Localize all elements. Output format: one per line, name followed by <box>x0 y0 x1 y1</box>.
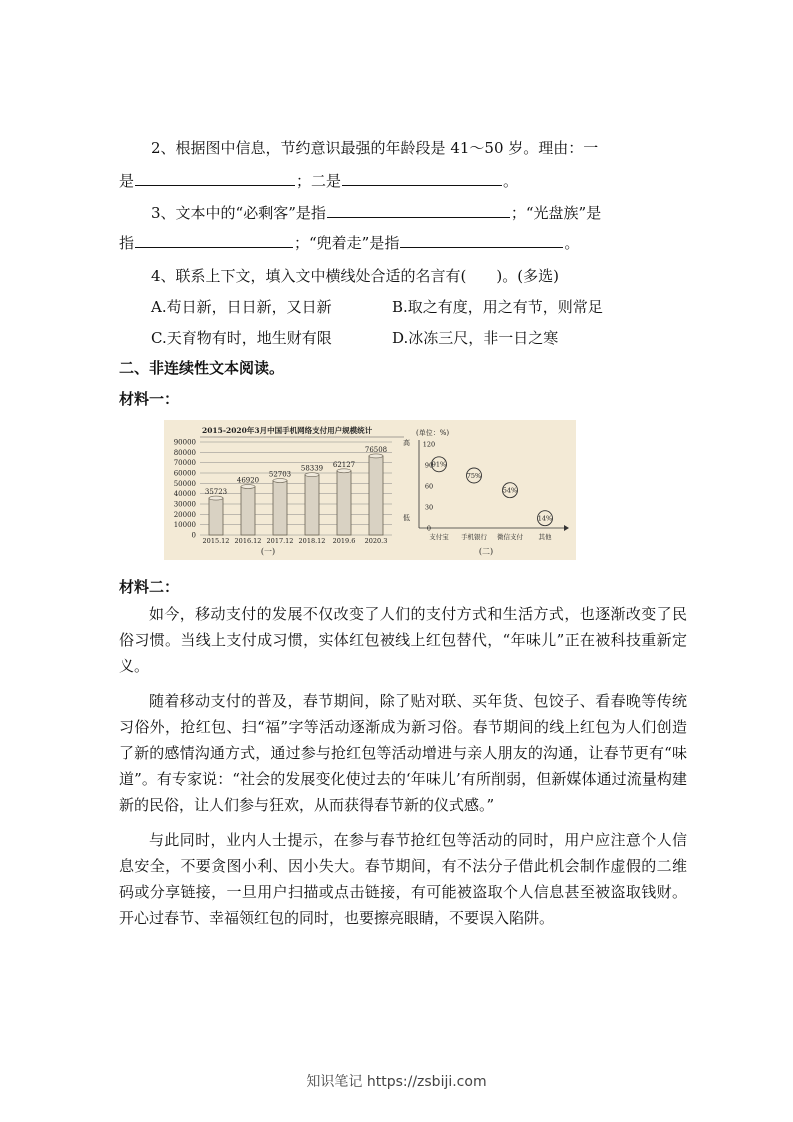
q3-blank-3[interactable] <box>400 233 563 248</box>
q4-option-b[interactable]: B.取之有度，用之有节，则常足 <box>392 298 603 316</box>
charts-svg <box>164 420 576 560</box>
bar-value-label: 76508 <box>364 445 388 454</box>
paragraph-1: 如今，移动支付的发展不仅改变了人们的支付方式和生活方式，也逐渐改变了民俗习惯。当线上支付成习惯，实体红包被线上红包替代，“年味儿”正在被科技重新定义。 <box>119 605 687 675</box>
q3-label-c: 指 <box>119 234 135 252</box>
paragraph-2: 随着移动支付的普及，春节期间，除了贴对联、买年货、包饺子、看春晚等传统习俗外，抢红包、扫“福”字等活动逐渐成为新习俗。春节期间的线上红包为人们创造了新的感情沟通方式，通过参与抢红包等活动增进与亲人朋友的沟通，让春节更有“味道”。有专家说：“社会的发展变化使过去的‘年味儿’有所削弱，但新媒体通过流量构建新的民俗，让人们参与狂欢，从而获得春节新的仪式感。” <box>119 692 687 814</box>
q2-text: 2、根据图中信息，节约意识最强的年龄段是 41～50 岁。理由：一 <box>151 139 599 157</box>
q3-blank-2[interactable] <box>135 233 293 248</box>
q3-line1 <box>151 203 601 223</box>
scatter-ytop: 高 <box>403 439 410 447</box>
scatter-y-tick-label: 0 <box>426 524 432 533</box>
q3-line2 <box>119 233 579 253</box>
section-title: 二、非连续性文本阅读。 <box>119 359 285 377</box>
bar-y-tick-label: 70000 <box>173 459 196 468</box>
material-one-label: 材料一： <box>119 390 180 408</box>
q3-label-e: 。 <box>564 234 580 252</box>
bar-y-tick-label: 20000 <box>173 510 196 519</box>
scatter-x-tick-label: 支付宝 <box>429 533 449 541</box>
bar <box>337 471 351 535</box>
q4-option-d[interactable]: D.冰冻三尺，非一日之寒 <box>392 329 559 347</box>
q2-label-c: 。 <box>503 172 519 190</box>
scatter-caption: (二) <box>478 547 494 556</box>
q2-line2 <box>119 171 518 191</box>
q2-blank-2[interactable] <box>342 171 502 186</box>
bar <box>305 475 319 535</box>
bar-value-label: 46920 <box>236 476 260 485</box>
bar-y-tick-label: 60000 <box>173 469 196 478</box>
bar-y-tick-label: 40000 <box>173 490 196 499</box>
bar-value-label: 52703 <box>268 470 292 479</box>
bar-value-label: 62127 <box>332 460 356 469</box>
bar-chart-title: 2015-2020年3月中国手机网络支付用户规模统计 <box>202 426 373 435</box>
q3-blank-1[interactable] <box>327 203 510 218</box>
bar-x-tick-label: 2015.12 <box>202 537 230 545</box>
bar-y-tick-label: 80000 <box>173 448 196 457</box>
chart-panel <box>164 420 576 560</box>
bar-chart-caption: (一) <box>260 547 276 556</box>
q3-label-a: 3、文本中的“必剩客”是指 <box>151 204 326 222</box>
scatter-point-label: 14% <box>537 514 553 523</box>
paragraph-3: 与此同时，业内人士提示，在参与春节抢红包等活动的同时，用户应注意个人信息安全，不要贪图小利、因小失大。春节期间，有不法分子借此机会制作虚假的二维码或分享链接，一旦用户扫描或点击链接，有可能被盗取个人信息甚至被盗取钱财。开心过春节、幸福领红包的同时，也要擦亮眼睛，不要误入陷阱。 <box>119 831 687 927</box>
bar-top <box>241 485 255 489</box>
scatter-y-tick-label: 30 <box>424 503 434 512</box>
scatter-x-tick-label: 其他 <box>538 533 552 541</box>
bar <box>209 498 223 535</box>
q2-blank-1[interactable] <box>135 171 295 186</box>
q4-text: 4、联系上下文，填入文中横线处合适的名言有( )。(多选) <box>151 267 559 285</box>
scatter-y-tick-label: 120 <box>422 440 436 449</box>
material-two-body <box>119 601 687 931</box>
bar-top <box>369 454 383 458</box>
q2-label-b: ；二是 <box>296 172 342 190</box>
bar-y-tick-label: 0 <box>191 531 196 540</box>
bar-x-tick-label: 2018.12 <box>298 537 326 545</box>
bar-x-tick-label: 2016.12 <box>234 537 262 545</box>
q2-line1 <box>151 138 598 158</box>
scatter-point-label: 91% <box>431 460 447 469</box>
bar-y-tick-label: 10000 <box>173 521 196 530</box>
q3-label-d: ；“兜着走”是指 <box>294 234 400 252</box>
bar-top <box>273 479 287 483</box>
scatter-ybottom: 低 <box>403 514 410 522</box>
scatter-point-label: 75% <box>466 471 482 480</box>
bar-top <box>209 496 223 500</box>
scatter-y-tick-label: 60 <box>424 482 434 491</box>
scatter-x-tick-label: 手机银行 <box>461 533 487 541</box>
bar-y-tick-label: 50000 <box>173 479 196 488</box>
q2-label-a: 是 <box>119 172 135 190</box>
bar-value-label: 35723 <box>204 488 228 497</box>
bar-y-tick-label: 30000 <box>173 500 196 509</box>
q4-line <box>151 266 559 286</box>
q4-option-a[interactable]: A.苟日新，日日新，又日新 <box>151 298 332 316</box>
q4-option-c[interactable]: C.天育物有时，地生财有限 <box>151 329 332 347</box>
bar-top <box>305 473 319 477</box>
material-two-label: 材料二： <box>119 578 180 596</box>
footer-watermark: 知识笔记 https://zsbiji.com <box>306 1074 487 1090</box>
bar <box>369 456 383 535</box>
q3-label-b: ；“光盘族”是 <box>510 204 602 222</box>
bar-x-tick-label: 2019.6 <box>332 537 356 545</box>
bar <box>273 481 287 535</box>
scatter-x-tick-label: 微信支付 <box>497 533 523 541</box>
bar-y-tick-label: 90000 <box>173 438 196 447</box>
scatter-y-tick-label: 90 <box>424 461 434 470</box>
bar-x-tick-label: 2017.12 <box>266 537 294 545</box>
bar <box>241 487 255 535</box>
scatter-point-label: 54% <box>502 486 518 495</box>
scatter-x-arrow <box>564 525 569 531</box>
bar-x-tick-label: 2020.3 <box>364 537 388 545</box>
bar-value-label: 58339 <box>300 464 324 473</box>
bar-top <box>337 469 351 473</box>
scatter-unit: (单位：%) <box>416 429 450 437</box>
